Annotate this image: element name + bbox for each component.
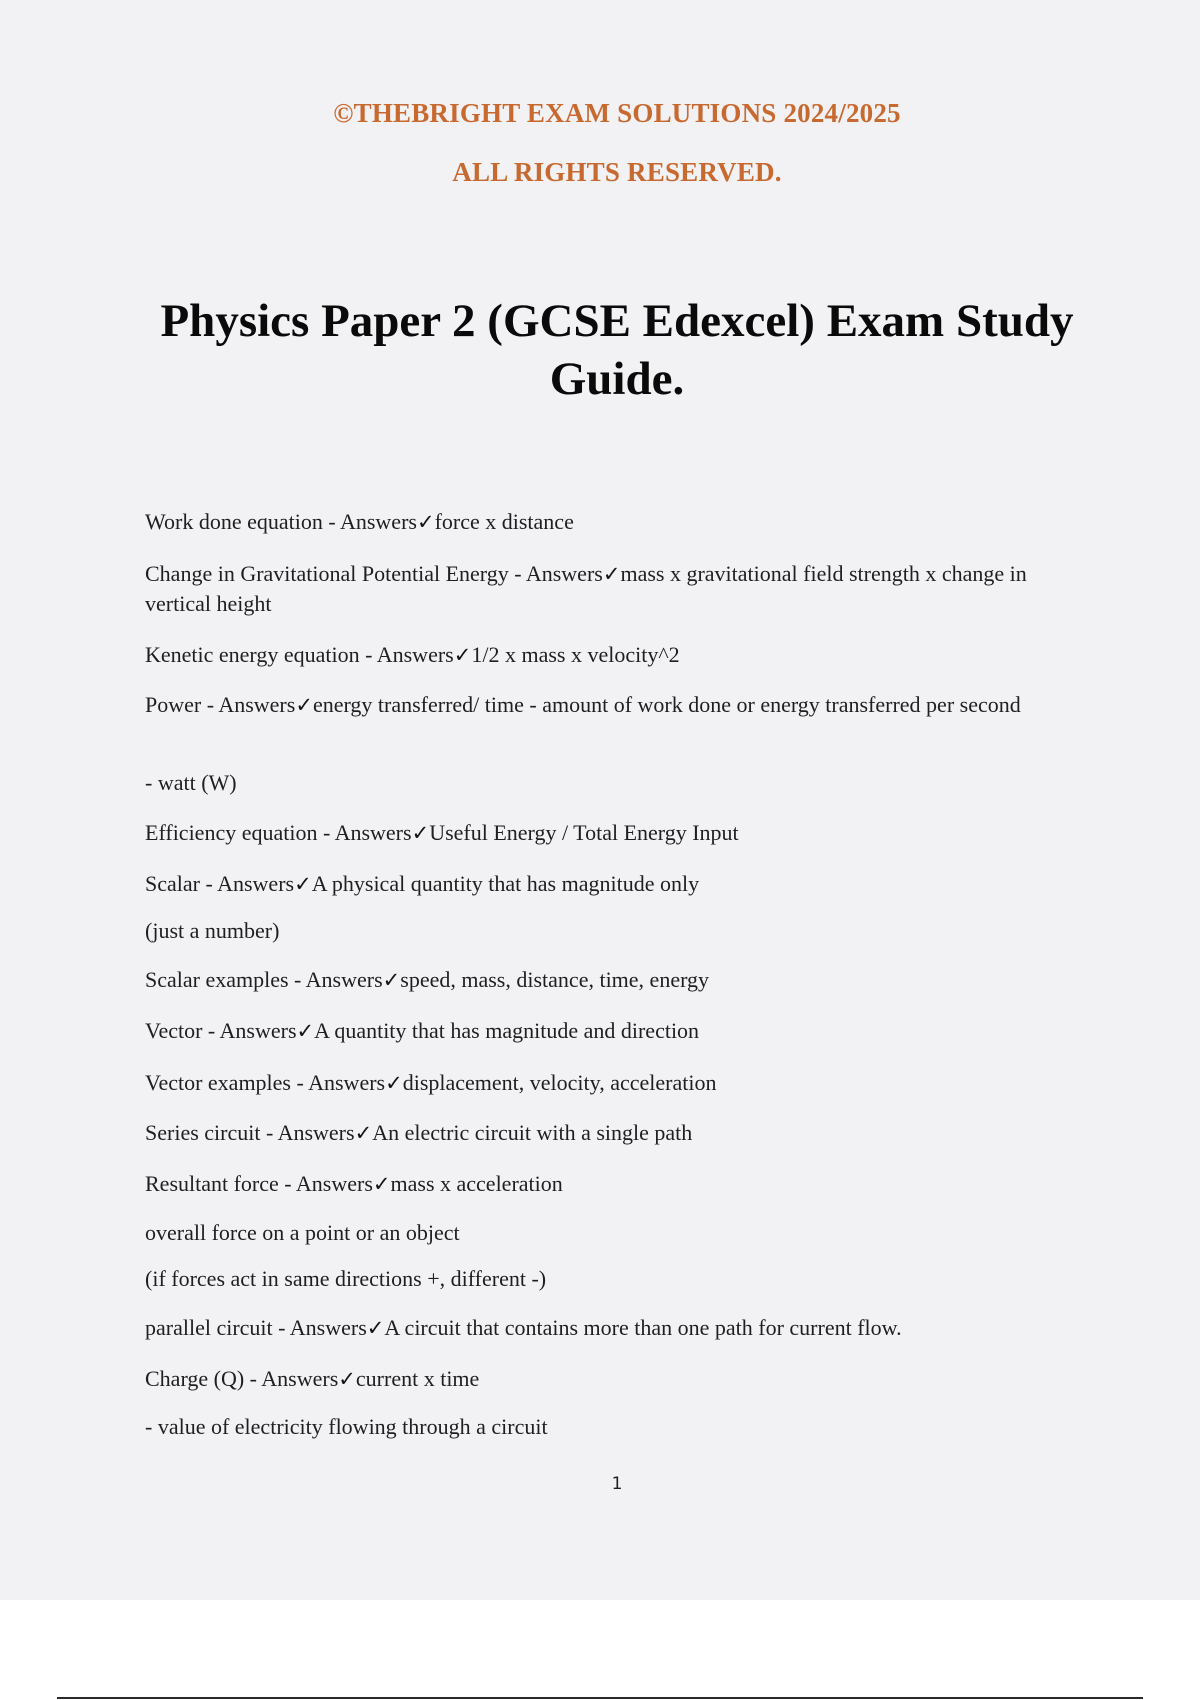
entry-answer: A quantity that has magnitude and direction [314, 1018, 700, 1043]
answers-label: Answers [295, 1171, 373, 1196]
entry-term: Efficiency equation - [145, 820, 335, 845]
answers-label: Answers [289, 1315, 367, 1340]
entry-answer: displacement, velocity, acceleration [402, 1070, 717, 1095]
entry-answer: A circuit that contains more than one path for current flow. [384, 1315, 902, 1340]
checkmark-icon: ✓ [372, 1172, 391, 1196]
entry-answer: An electric circuit with a single path [372, 1120, 693, 1145]
answers-label: Answers [376, 642, 454, 667]
entry-answer: A physical quantity that has magnitude only [311, 871, 700, 896]
entry-term: Resultant force - [145, 1171, 296, 1196]
answers-label: Answers [218, 692, 296, 717]
entry-item [145, 559, 1045, 619]
entry-item [145, 1068, 1045, 1098]
entry-item [145, 869, 1045, 899]
answers-label: Answers [339, 509, 417, 534]
answers-label: Answers [261, 1366, 339, 1391]
entry-term: Charge (Q) - [145, 1366, 262, 1391]
entry-answer: mass x acceleration [390, 1171, 563, 1196]
entry-item [145, 1169, 1045, 1199]
entry-term: Series circuit - [145, 1120, 278, 1145]
entry-text: (if forces act in same directions +, different -) [145, 1266, 547, 1291]
entry-term: Scalar - [145, 871, 218, 896]
entry-item [145, 1313, 1045, 1343]
entry-item [145, 768, 1045, 798]
entry-item [145, 965, 1045, 995]
entry-term: Work done equation - [145, 509, 340, 534]
entry-term: Kenetic energy equation - [145, 642, 377, 667]
checkmark-icon: ✓ [453, 643, 472, 667]
entry-item [145, 1016, 1045, 1046]
checkmark-icon: ✓ [296, 1019, 315, 1043]
entry-term: Scalar examples - [145, 967, 306, 992]
entry-text: - watt (W) [145, 770, 237, 795]
entry-item [145, 690, 1045, 720]
checkmark-icon: ✓ [354, 1121, 373, 1145]
answers-label: Answers [217, 871, 295, 896]
answers-label: Answers [277, 1120, 355, 1145]
answers-label: Answers [219, 1018, 297, 1043]
entry-text: - value of electricity flowing through a circuit [145, 1414, 548, 1439]
checkmark-icon: ✓ [295, 693, 313, 717]
answers-label: Answers [305, 967, 383, 992]
entry-answer: 1/2 x mass x velocity^2 [471, 642, 680, 667]
entry-item [145, 1264, 1045, 1294]
answers-label: Answers [334, 820, 412, 845]
entry-item [145, 916, 1045, 946]
checkmark-icon: ✓ [294, 872, 312, 896]
entry-answer: force x distance [434, 509, 574, 534]
entry-term: Change in Gravitational Potential Energy - [145, 561, 526, 586]
entry-answer: mass x gravitational field strength x change in vertical height [145, 561, 1027, 616]
entry-term: Vector examples - [145, 1070, 309, 1095]
checkmark-icon: ✓ [411, 821, 430, 845]
entry-answer: Useful Energy / Total Energy Input [429, 820, 739, 845]
answers-label: Answers [308, 1070, 386, 1095]
entry-answer: energy transferred/ time - amount of work done or energy transferred per second [312, 692, 1021, 717]
page-number: 1 [611, 1474, 623, 1494]
entry-term: Vector - [145, 1018, 220, 1043]
entry-item [145, 1412, 1045, 1442]
entry-term: Power - [145, 692, 219, 717]
entry-item [145, 818, 1045, 848]
checkmark-icon: ✓ [338, 1367, 356, 1391]
bottom-divider [57, 1697, 1143, 1699]
answers-label: Answers [525, 561, 603, 586]
checkmark-icon: ✓ [382, 968, 401, 992]
checkmark-icon: ✓ [366, 1316, 385, 1340]
entry-item [145, 507, 1045, 537]
entry-text: overall force on a point or an object [145, 1220, 460, 1245]
checkmark-icon: ✓ [602, 562, 621, 586]
rights-reserved-notice: ALL RIGHTS RESERVED. [452, 157, 782, 187]
copyright-notice: ©THEBRIGHT EXAM SOLUTIONS 2024/2025 [333, 98, 901, 128]
checkmark-icon: ✓ [416, 510, 435, 534]
entry-text: (just a number) [145, 918, 280, 943]
entry-item [145, 1118, 1045, 1148]
checkmark-icon: ✓ [385, 1071, 403, 1095]
entry-term: parallel circuit - [145, 1315, 290, 1340]
entry-answer: current x time [355, 1366, 480, 1391]
entry-item [145, 1218, 1045, 1248]
document-title: Physics Paper 2 (GCSE Edexcel) Exam Study Guide. [160, 295, 1074, 405]
entry-answer: speed, mass, distance, time, energy [400, 967, 710, 992]
entry-item [145, 1364, 1045, 1394]
entry-item [145, 640, 1045, 670]
